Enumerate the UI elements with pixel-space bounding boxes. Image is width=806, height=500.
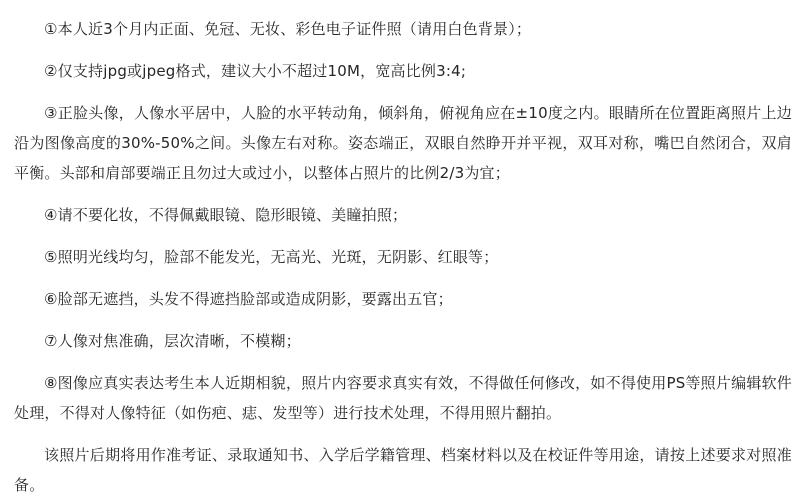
requirement-paragraph-6: ⑥脸部无遮挡，头发不得遮挡脸部或造成阴影，要露出五官； (44, 290, 453, 308)
requirement-paragraph-5: ⑤照明光线均匀，脸部不能发光，无高光、光斑，无阴影、红眼等； (44, 248, 499, 266)
requirement-paragraph-8: ⑧图像应真实表达考生本人近期相貌，照片内容要求真实有效，不得做任何修改，如不得使用PS等照片编辑软件处理，不得对人像特征（如伤疤、痣、发型等）进行技术处理，不得用照片翻拍。 (14, 374, 792, 422)
requirement-paragraph-2: ②仅支持jpg或jpeg格式，建议大小不超过10M，宽高比例3:4; (44, 62, 467, 80)
requirement-paragraph-7: ⑦人像对焦准确，层次清晰，不模糊； (44, 332, 301, 350)
requirement-paragraph-4: ④请不要化妆，不得佩戴眼镜、隐形眼镜、美瞳拍照； (44, 206, 408, 224)
closing-note-paragraph: 该照片后期将用作准考证、录取通知书、入学后学籍管理、档案材料以及在校证件等用途，请按上述要求对照准备。 (14, 446, 792, 494)
requirement-paragraph-1: ①本人近3个月内正面、免冠、无妆、彩色电子证件照（请用白色背景）； (44, 20, 532, 38)
requirement-paragraph-3: ③正脸头像，人像水平居中，人脸的水平转动角，倾斜角，俯视角应在±10度之内。眼睛所在位置距离照片上边沿为图像高度的30%-50%之间。头像左右对称。姿态端正，双眼自然睁开并平视，双耳对称，嘴巴自然闭合，双肩平衡。头部和肩部要端正且勿过大或过小，以整体占照片的比例2/3为宜； (14, 104, 792, 182)
